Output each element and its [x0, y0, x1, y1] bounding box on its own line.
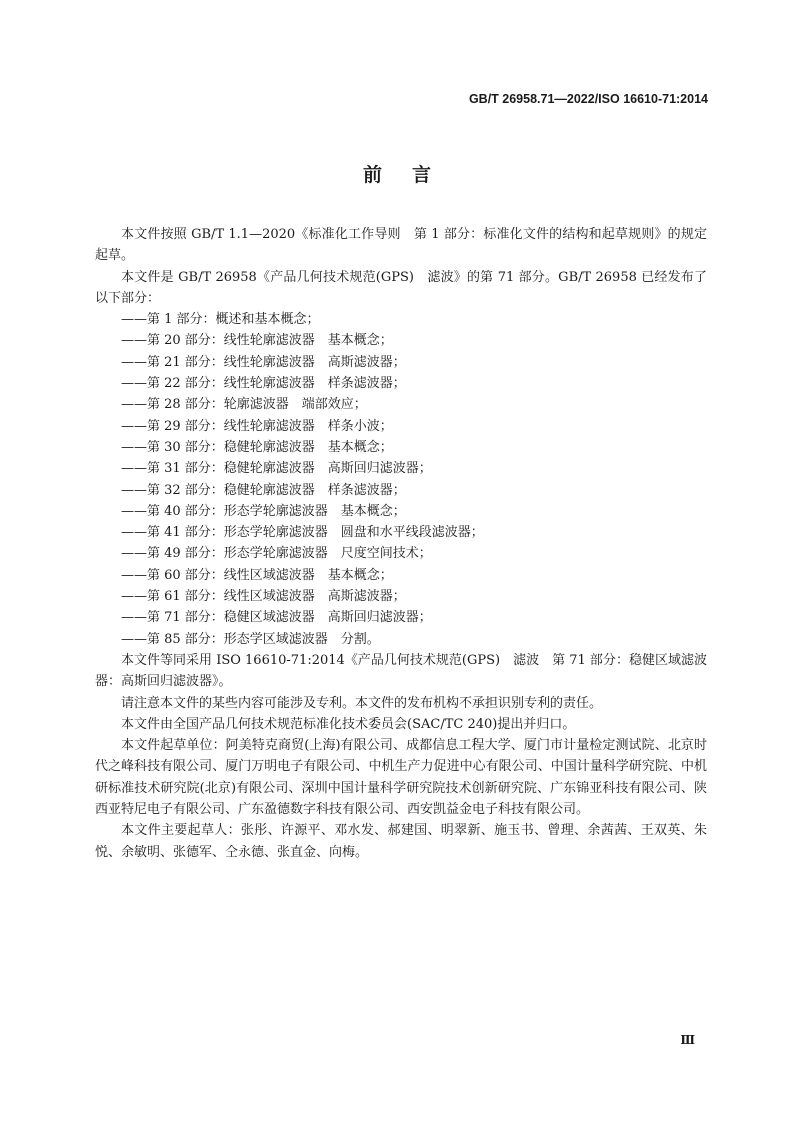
- paragraph: 本文件是 GB/T 26958《产品几何技术规范(GPS) 滤波》的第 71 部分。GB/T 26958 已经发布了以下部分：: [95, 269, 707, 306]
- list-item: ——第 21 部分：线性轮廓滤波器 高斯滤波器；: [121, 354, 406, 370]
- list-item: ——第 71 部分：稳健区域滤波器 高斯回归滤波器；: [121, 610, 432, 626]
- list-item: ——第 1 部分：概述和基本概念；: [121, 312, 320, 328]
- paragraph: 本文件起草单位：阿美特克商贸(上海)有限公司、成都信息工程大学、厦门市计量检定测试院、北京时代之峰科技有限公司、厦门万明电子有限公司、中机生产力促进中心有限公司、中国计量科学研究院、中机研标准技术研究院(北京)有限公司、深圳中国计量科学研究院技术创新研究院、广东锦亚科技有限公司、陕西亚特尼电子有限公司、广东盈德数字科技有限公司、西安凯益金电子科技有限公司。: [95, 738, 707, 818]
- list-item: ——第 41 部分：形态学轮廓滤波器 圆盘和水平线段滤波器；: [121, 525, 484, 541]
- page-title: 前言: [362, 164, 461, 186]
- list-item: ——第 49 部分：形态学轮廓滤波器 尺度空间技术；: [121, 546, 432, 562]
- paragraph: 本文件按照 GB/T 1.1—2020《标准化工作导则 第 1 部分：标准化文件的结构和起草规则》的规定起草。: [95, 227, 707, 264]
- list-item: ——第 40 部分：形态学轮廓滤波器 基本概念；: [121, 503, 406, 519]
- list-item: ——第 85 部分：形态学区域滤波器 分割。: [121, 631, 380, 647]
- list-item: ——第 29 部分：线性轮廓滤波器 样条小波；: [121, 418, 393, 434]
- parts-list: [95, 309, 707, 650]
- list-item: ——第 31 部分：稳健轮廓滤波器 高斯回归滤波器；: [121, 461, 432, 477]
- list-item: ——第 20 部分：线性轮廓滤波器 基本概念；: [121, 333, 393, 349]
- paragraph: 本文件由全国产品几何技术规范标准化技术委员会(SAC/TC 240)提出并归口。: [121, 716, 576, 732]
- list-item: ——第 61 部分：线性区域滤波器 高斯滤波器；: [121, 589, 406, 605]
- standard-code-header: GB/T 26958.71—2022/ISO 16610-71:2014: [468, 92, 708, 106]
- paragraph: 请注意本文件的某些内容可能涉及专利。本文件的发布机构不承担识别专利的责任。: [121, 695, 603, 711]
- list-item: ——第 60 部分：线性区域滤波器 基本概念；: [121, 567, 393, 583]
- page-number: Ⅲ: [680, 1033, 695, 1047]
- paragraph: 本文件等同采用 ISO 16610-71:2014《产品几何技术规范(GPS) 滤波 第 71 部分：稳健区域滤波器：高斯回归滤波器》。: [95, 652, 707, 690]
- list-item: ——第 30 部分：稳健轮廓滤波器 基本概念；: [121, 439, 393, 455]
- list-item: ——第 28 部分：轮廓滤波器 端部效应；: [121, 397, 367, 413]
- list-item: ——第 32 部分：稳健轮廓滤波器 样条滤波器；: [121, 482, 406, 498]
- list-item: ——第 22 部分：线性轮廓滤波器 样条滤波器；: [121, 376, 406, 392]
- document-body: [95, 224, 707, 863]
- paragraph: 本文件主要起草人：张彤、许源平、邓水发、郝建国、明翠新、施玉书、曾理、余茜茜、王双英、朱悦、余敏明、张德军、仝永德、张直金、向梅。: [95, 823, 707, 860]
